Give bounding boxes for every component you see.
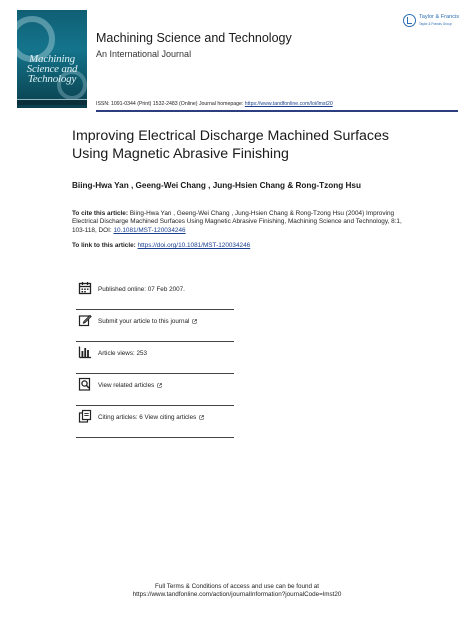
- journal-homepage-link[interactable]: https://www.tandfonline.com/loi/lmst20: [244, 101, 333, 107]
- publisher-logo-icon: [403, 14, 416, 27]
- edit-icon: [78, 313, 92, 327]
- article-doi-link[interactable]: https://doi.org/10.1081/MST-120034246: [137, 242, 251, 249]
- citing-articles-row[interactable]: [76, 405, 234, 438]
- cover-title-line-1: Machining: [29, 53, 75, 65]
- external-link-icon: [157, 383, 162, 388]
- citing-articles-icon: [78, 409, 92, 423]
- cite-doi-link[interactable]: 10.1081/MST-120034246: [113, 226, 186, 234]
- issn-line: [96, 101, 333, 107]
- article-views-text: Article views: 253: [98, 350, 147, 357]
- article-authors: Biing-Hwa Yan , Geeng-Wei Chang , Jung-Hsien Chang & Rong-Tzong Hsu: [72, 181, 361, 190]
- footer-terms-text: Full Terms & Conditions of access and use can be found at: [154, 583, 320, 590]
- calendar-icon: [78, 281, 92, 295]
- citing-articles-text: Citing articles: 6 View citing articles: [98, 414, 197, 421]
- submit-article-text: Submit your article to this journal: [98, 318, 190, 325]
- cite-text: Biing-Hwa Yan , Geeng-Wei Chang , Jung-Hsien Chang & Rong-Tzong Hsu (2004) Improving Electrical Discharge Machined Surfaces Using Magnetic Abrasive Finishing, Machining Science and Technology, 8:1, 103-118, DOI:: [72, 210, 402, 234]
- external-link-icon: [192, 319, 197, 324]
- related-articles-text: View related articles: [98, 382, 155, 389]
- cover-title-line-3: Technology: [27, 73, 77, 85]
- publisher-name: Taylor & Francis: [419, 14, 460, 20]
- cite-label: To cite this article:: [72, 210, 130, 217]
- submit-article-row[interactable]: [76, 309, 234, 342]
- citing-articles-link[interactable]: [98, 414, 204, 421]
- published-online-text: Published online: 07 Feb 2007.: [98, 286, 185, 293]
- external-link-icon: [199, 415, 204, 420]
- article-views-row: [76, 341, 234, 374]
- journal-title: Machining Science and Technology: [96, 31, 292, 45]
- link-label: To link to this article:: [72, 242, 138, 249]
- submit-article-link[interactable]: [98, 318, 197, 325]
- cover-title-line-2: Science and: [26, 63, 78, 75]
- citation-block: [72, 210, 412, 235]
- article-link-line: [72, 242, 250, 249]
- magnifier-icon: [78, 377, 92, 391]
- bar-chart-icon: [78, 345, 92, 359]
- cover-band: [17, 99, 87, 105]
- footer-terms-link[interactable]: https://www.tandfonline.com/action/journalInformation?journalCode=lmst20: [132, 591, 342, 599]
- journal-cover-image: [17, 10, 87, 108]
- related-articles-row[interactable]: [76, 373, 234, 406]
- footer: [0, 583, 474, 599]
- publisher-tagline: Taylor & Francis Group: [419, 22, 452, 26]
- related-articles-link[interactable]: [98, 382, 162, 389]
- published-online-row: [76, 277, 234, 310]
- publisher-logo[interactable]: [403, 13, 459, 31]
- header-divider: [96, 110, 458, 112]
- journal-subtitle: An International Journal: [96, 49, 192, 59]
- issn-text: ISSN: 1091-0344 (Print) 1532-2483 (Online) Journal homepage:: [96, 101, 245, 107]
- article-title: Improving Electrical Discharge Machined Surfaces Using Magnetic Abrasive Finishing: [72, 128, 389, 162]
